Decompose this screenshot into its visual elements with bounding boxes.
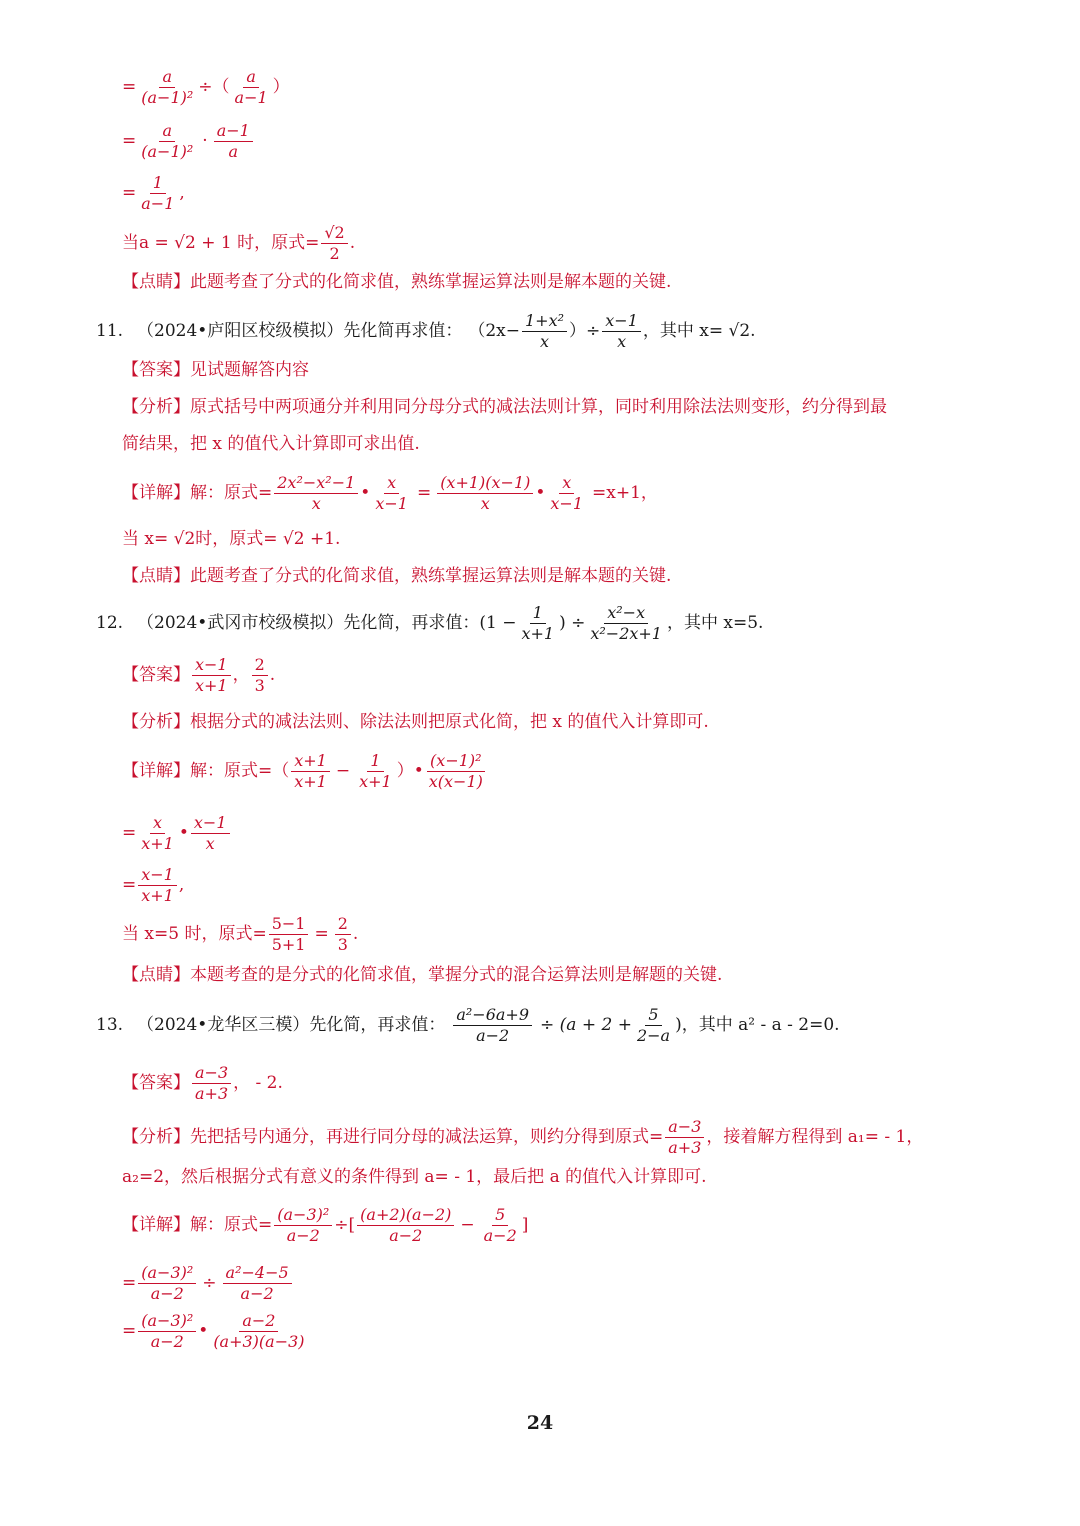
q12-step-3: = $\frac{x-1}{x+1}$ , — [122, 865, 185, 905]
fraction: $\frac{\text{a²−6a+9}}{a-2}$ — [453, 1006, 532, 1044]
top-when-line: 当a = √2 + 1 时，原式= $\frac{√2}{2}$ . — [122, 223, 356, 263]
q11-number: 11. — [96, 320, 124, 341]
q12-answer: 【答案】 $\frac{x-1}{x+1}$ ， $\frac{2}{3}$ . — [122, 655, 276, 695]
fraction: $\frac{x}{x+1}$ — [141, 813, 174, 853]
fraction: $\frac{x-1}{x+1}$ — [138, 866, 177, 904]
fraction: $\frac{\text{x²−x}}{\text{x²−2x+1}}$ — [590, 603, 662, 643]
q11-question: 11. （2024•庐阳区校级模拟）先化简再求值： （2x− $\frac{\text{1+x²}}{x}$ ）÷ $\frac{x-1}{x}$ ，其中 x= √2. — [96, 311, 756, 351]
top-step-3: = $\frac{1}{a-1}$ , — [122, 173, 185, 213]
q13-answer: 【答案】 $\frac{a-3}{a+3}$ ， - 2. — [122, 1063, 283, 1103]
fraction: $\frac{5}{2-a}$ — [636, 1005, 671, 1045]
fraction: $\frac{a}{a-1}$ — [234, 67, 268, 107]
fraction: $\frac{\text{(a−3)²}}{a-2}$ — [274, 1206, 332, 1244]
fraction: $\frac{1}{x+1}$ — [521, 603, 555, 643]
fraction: $\frac{\text{(a−3)²}}{a-2}$ — [138, 1312, 196, 1350]
fraction: $\frac{2}{3}$ — [252, 656, 268, 694]
top-step-1: = $\frac{a}{\text{(a−1)²}}$ ÷（ $\frac{a}{a-1}$ ） — [122, 67, 290, 107]
fraction: $\frac{2}{3}$ — [335, 915, 351, 953]
fraction: $\frac{x-1}{x}$ — [602, 312, 641, 350]
q11-analysis-2: 简结果，把 x 的值代入计算即可求出值. — [122, 434, 420, 454]
fraction: $\frac{a-3}{a+3}$ — [192, 1064, 231, 1102]
q11-review: 【点睛】此题考查了分式的化简求值，熟练掌握运算法则是解本题的关键. — [122, 566, 672, 586]
q11-detail: 【详解】解：原式= $\frac{\text{2x²−x²−1}}{x}$ • $\frac{x}{x-1}$ = $\frac{(x+1)(x-1)}{x}$ • $\frac{x}{x-1}$ =x+1， — [122, 473, 658, 513]
fraction: $\frac{(x+1)(x-1)}{x}$ — [437, 474, 533, 512]
fraction: $\frac{\text{(a−3)²}}{a-2}$ — [138, 1264, 196, 1302]
fraction: $\frac{a-3}{a+3}$ — [665, 1118, 704, 1156]
q12-step-2: = $\frac{x}{x+1}$ • $\frac{x-1}{x}$ — [122, 814, 232, 852]
fraction: $\frac{a-1}{a}$ — [214, 122, 253, 160]
fraction: $\frac{x}{x-1}$ — [550, 473, 584, 513]
q12-detail: 【详解】解：原式=（ $\frac{x+1}{x+1}$ − $\frac{1}{x+1}$ ）• $\frac{\text{(x−1)²}}{x(x-1)}$ — [122, 752, 488, 790]
fraction: $\frac{\text{2x²−x²−1}}{x}$ — [274, 474, 358, 512]
fraction: $\frac{x-1}{x}$ — [191, 814, 230, 852]
q12-when: 当 x=5 时，原式= $\frac{5-1}{5+1}$ = $\frac{2}{3}$ . — [122, 914, 359, 954]
fraction: $\frac{\text{(x−1)²}}{x(x-1)}$ — [428, 751, 483, 791]
fraction: $\frac{5}{a-2}$ — [483, 1205, 517, 1245]
fraction: $\frac{a-2}{(a+3)(a-3)}$ — [213, 1311, 305, 1351]
top-step-2: = $\frac{a}{\text{(a−1)²}}$ · $\frac{a-1}{a}$ — [122, 122, 255, 160]
q11-analysis-1: 【分析】原式括号中两项通分并利用同分母分式的减法法则计算，同时利用除法法则变形，约分得到最 — [122, 397, 887, 417]
fraction: $\frac{5-1}{5+1}$ — [269, 915, 309, 953]
page-number: 24 — [526, 1412, 554, 1434]
q11-when: 当 x= √2时，原式= √2 +1. — [122, 529, 341, 549]
q11-answer: 【答案】见试题解答内容 — [122, 360, 309, 380]
q13-analysis-2: a₂=2，然后根据分式有意义的条件得到 a= - 1，最后把 a 的值代入计算即可. — [122, 1167, 707, 1187]
fraction: $\frac{x+1}{x+1}$ — [291, 752, 330, 790]
fraction: $\frac{a}{\text{(a−1)²}}$ — [141, 67, 194, 107]
q12-analysis: 【分析】根据分式的减法法则、除法法则把原式化简，把 x 的值代入计算即可. — [122, 712, 709, 732]
q13-detail: 【详解】解：原式= $\frac{\text{(a−3)²}}{a-2}$ ÷[ $\frac{(a+2)(a-2)}{a-2}$ − $\frac{5}{a-2}$ ] — [122, 1205, 529, 1245]
fraction: $\frac{1}{x+1}$ — [359, 751, 392, 791]
q12-number: 12. — [96, 612, 124, 633]
fraction: $\frac{\text{1+x²}}{x}$ — [522, 312, 567, 350]
fraction: $\frac{(a+2)(a-2)}{a-2}$ — [357, 1206, 454, 1244]
q13-analysis-1: 【分析】先把括号内通分，再进行同分母的减法运算，则约分得到原式= $\frac{a-3}{a+3}$ ，接着解方程得到 a₁= - 1， — [122, 1117, 924, 1157]
q13-number: 13. — [96, 1014, 124, 1035]
q13-question: 13. （2024•龙华区三模）先化简，再求值： $\frac{\text{a²−6a+9}}{a-2}$ ÷ (a + 2 + $\frac{5}{2-a}$ )，其中 a² - a - 2=0. — [96, 1005, 840, 1045]
fraction: $\frac{1}{a-1}$ — [141, 173, 175, 213]
q13-step-3: = $\frac{\text{(a−3)²}}{a-2}$ • $\frac{a-2}{(a+3)(a-3)}$ — [122, 1312, 310, 1350]
fraction: $\frac{a}{\text{(a−1)²}}$ — [141, 121, 194, 161]
q12-question: 12. （2024•武冈市校级模拟）先化简，再求值： (1 − $\frac{1}{x+1}$ ) ÷ $\frac{\text{x²−x}}{\text{x²−2x+1}}$ ，其中 x=5. — [96, 603, 764, 643]
fraction: $\frac{x-1}{x+1}$ — [192, 656, 231, 694]
fraction: $\frac{x}{x-1}$ — [375, 473, 408, 513]
top-review: 【点睛】此题考查了分式的化简求值，熟练掌握运算法则是解本题的关键. — [122, 272, 672, 292]
fraction: $\frac{√2}{2}$ — [321, 224, 347, 262]
fraction: $\frac{\text{a²−4−5}}{a-2}$ — [223, 1264, 292, 1302]
q13-step-2: = $\frac{\text{(a−3)²}}{a-2}$ ÷ $\frac{\text{a²−4−5}}{a-2}$ — [122, 1264, 294, 1302]
q12-review: 【点睛】本题考查的是分式的化简求值，掌握分式的混合运算法则是解题的关键. — [122, 965, 723, 985]
